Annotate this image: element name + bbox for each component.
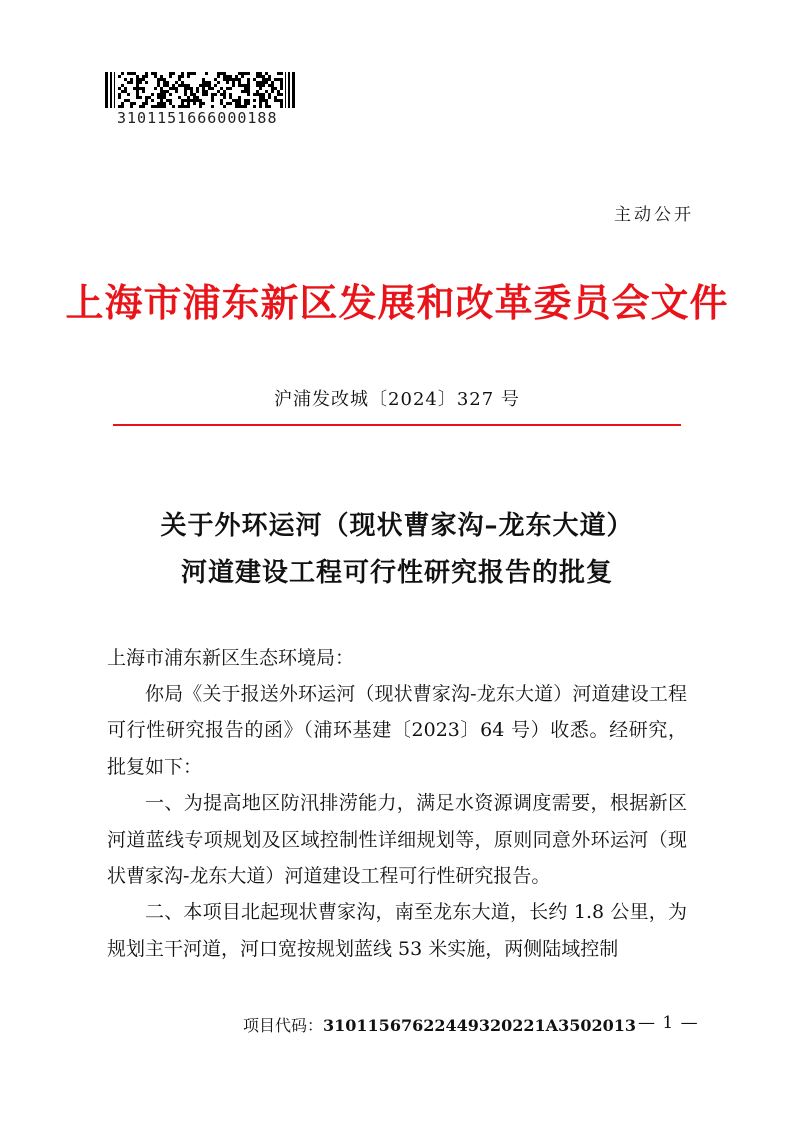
paragraph-receipt: 你局《关于报送外环运河（现状曹家沟-龙东大道）河道建设工程可行性研究报告的函》（浦环基建〔2023〕64 号）收悉。经研究，批复如下： (107, 683, 687, 778)
document-number: 沪浦发改城〔2024〕327 号 (274, 389, 520, 410)
paragraph-item-2: 二、本项目北起现状曹家沟，南至龙东大道，长约 1.8 公里，为规划主干河道，河口宽按规划蓝线 53 米实施，两侧陆域控制 (107, 901, 687, 960)
barcode-graphic (105, 72, 295, 108)
project-code-value: 31011567622449320221A3502013 (323, 1016, 637, 1035)
project-code-label: 项目代码： (243, 1016, 324, 1035)
barcode-number: 3101151666000188 (117, 109, 278, 127)
page-number: — 1 — (638, 1013, 699, 1033)
issuer-header: 上海市浦东新区发展和改革委员会文件 (65, 280, 729, 325)
disclosure-label: 主动公开 (614, 205, 694, 225)
red-separator-line (113, 424, 681, 426)
addressee: 上海市浦东新区生态环境局： (107, 647, 355, 669)
project-code (243, 1013, 636, 1036)
paragraph-item-1: 一、为提高地区防汛排涝能力，满足水资源调度需要，根据新区河道蓝线专项规划及区域控制性详细规划等，原则同意外环运河（现状曹家沟-龙东大道）河道建设工程可行性研究报告。 (107, 792, 687, 888)
subject-line-2: 河道建设工程可行性研究报告的批复 (180, 558, 613, 588)
subject-line-1: 关于外环运河（现状曹家沟–龙东大道） (160, 511, 634, 541)
body-paragraphs (107, 676, 687, 967)
